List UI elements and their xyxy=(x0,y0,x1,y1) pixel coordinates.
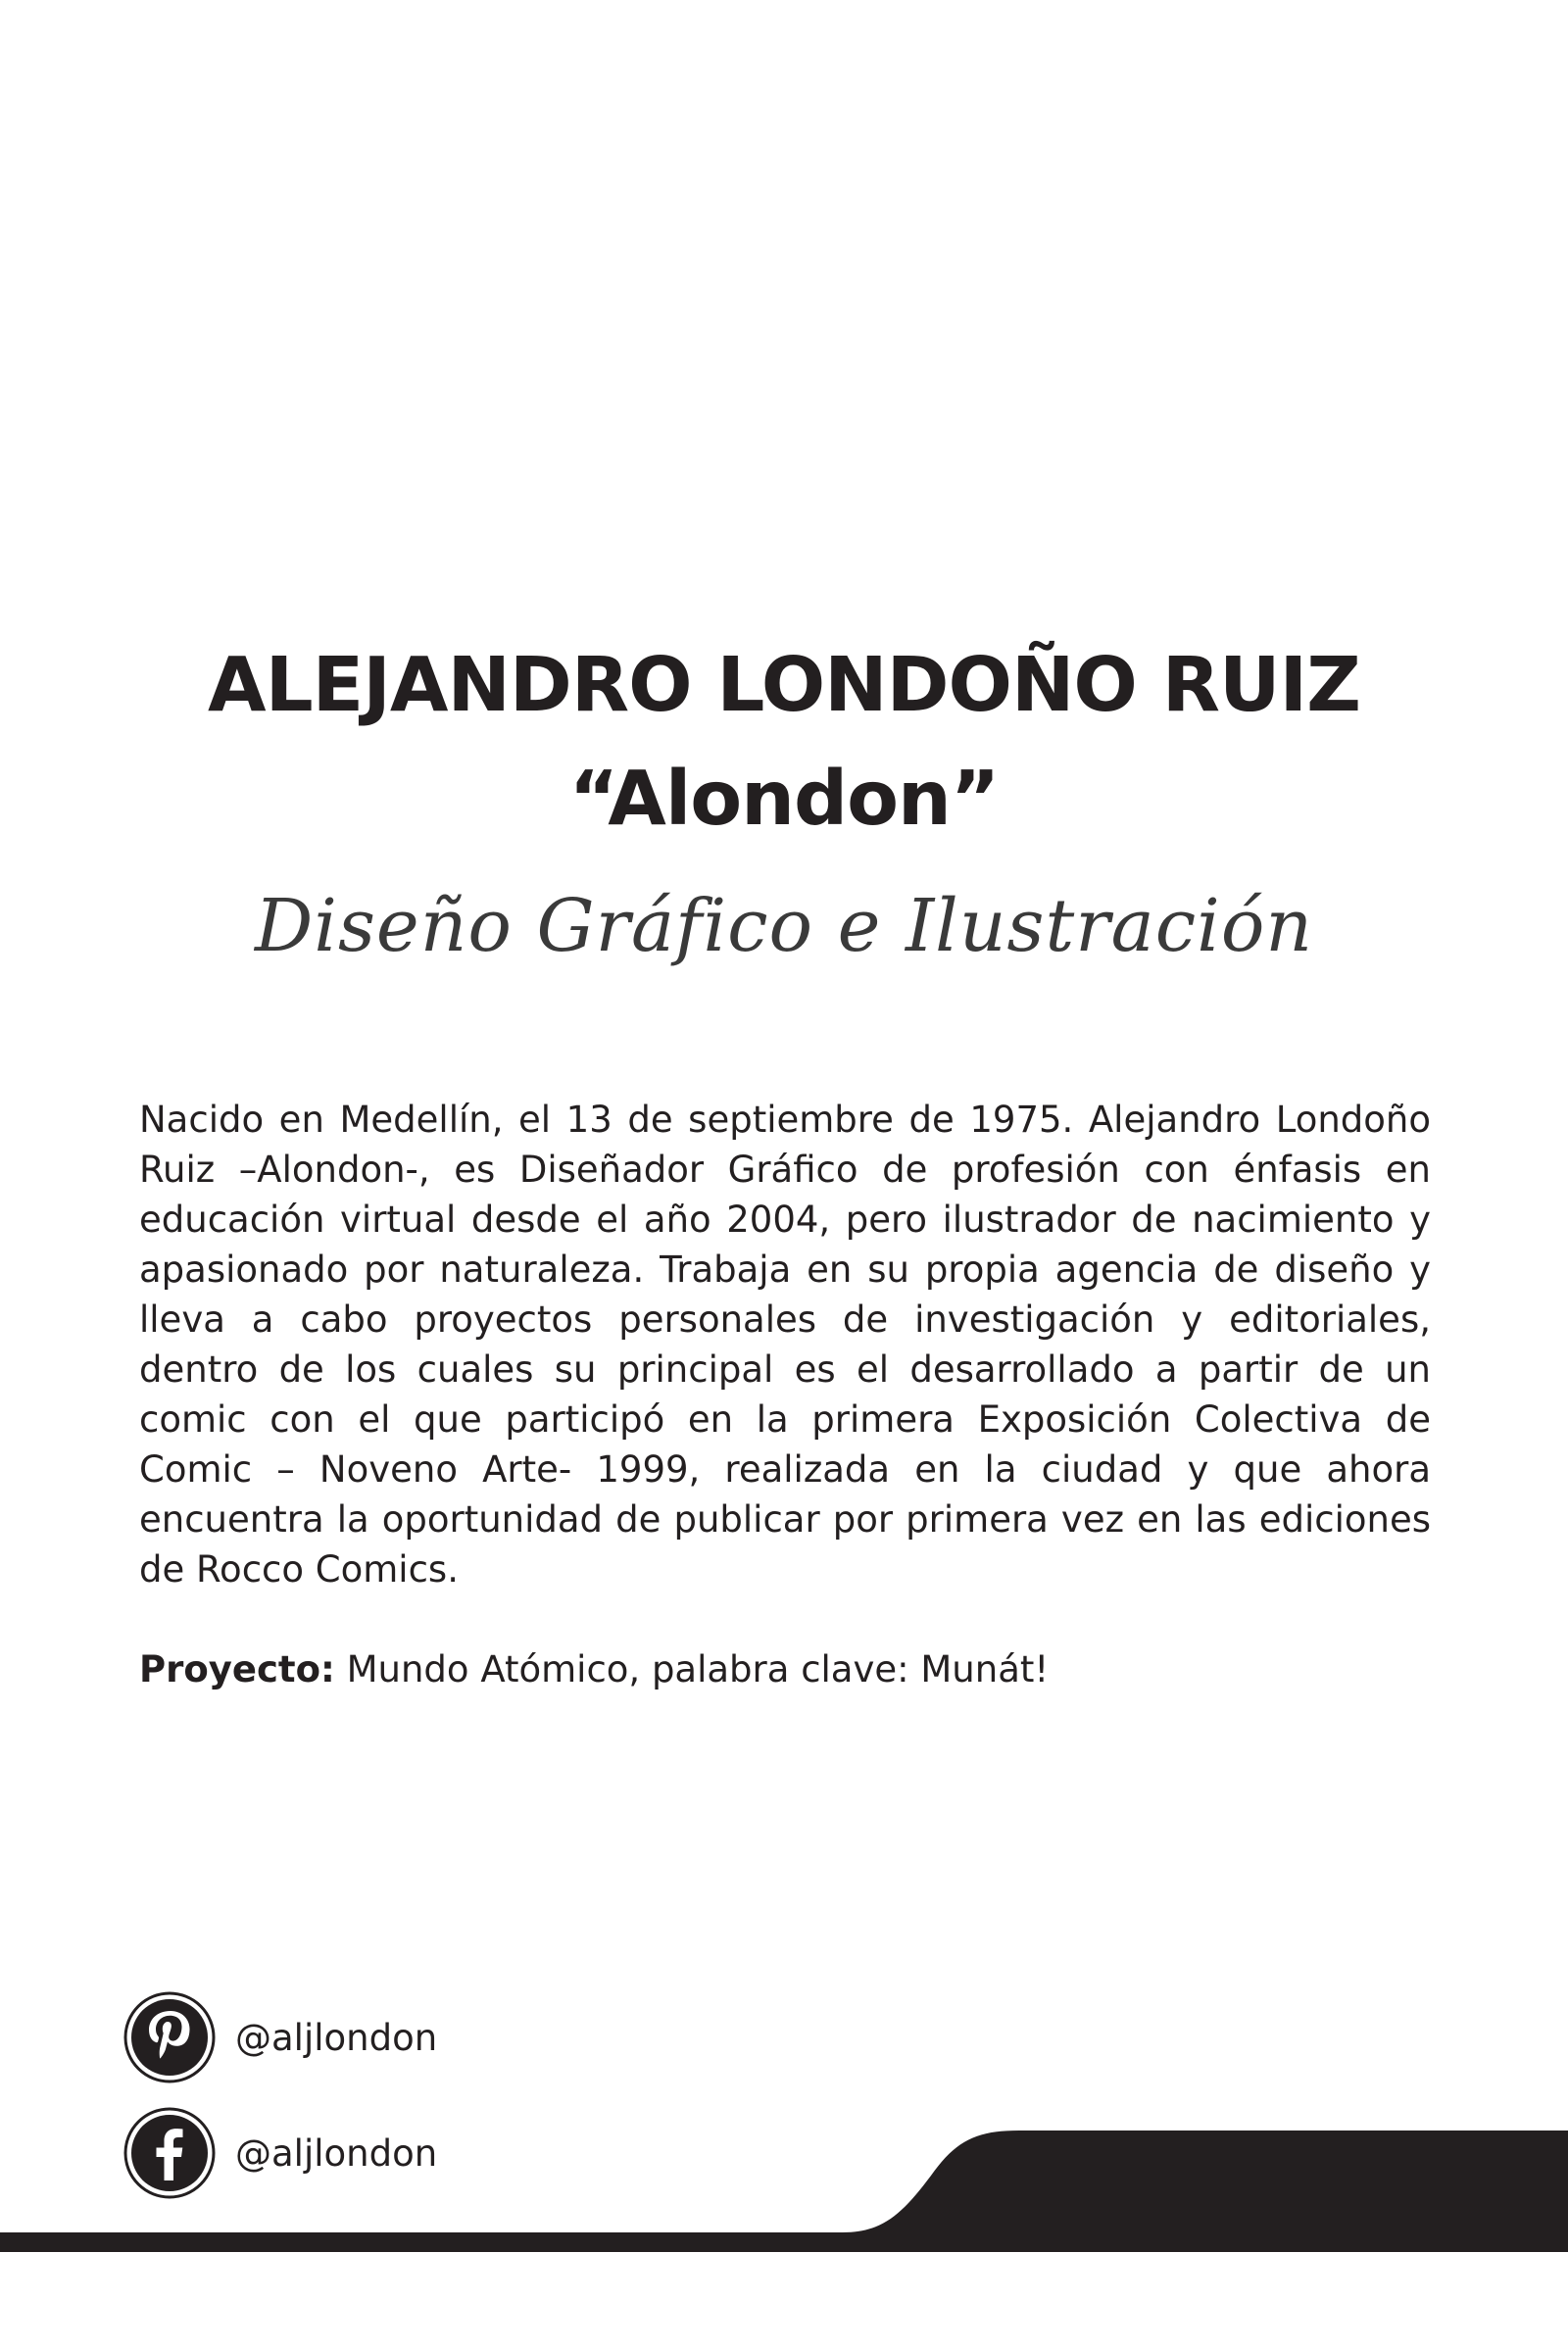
author-discipline: Diseño Gráfico e Ilustración xyxy=(254,884,1314,968)
author-nickname: “Alondon” xyxy=(568,756,1000,843)
pinterest-contact[interactable] xyxy=(123,1991,437,2083)
facebook-handle[interactable]: @aljlondon xyxy=(235,2131,438,2175)
pinterest-icon[interactable] xyxy=(123,1991,216,2083)
footer-decorative-band xyxy=(0,2117,1568,2274)
biography-paragraph: Nacido en Medellín, el 13 de septiembre de 1975. Alejandro Londoño Ruiz –Alondon-, es Diseñador Gráfico de profesión con énfasis en educación virtual desde el año 2004, pero ilustrador de nacimiento y apasionado por naturaleza. Trabaja en su propia agencia de diseño y lleva a cabo proyectos personales de investigación y editoriales, dentro de los cuales su principal es el desarrollado a partir de un comic con el que participó en la primera Exposición Colectiva de Comic – Noveno Arte- 1999, realizada en la ciudad y que ahora encuentra la oportunidad de publicar por primera vez en las ediciones de Rocco Comics. xyxy=(139,1099,1431,1591)
project-label: Proyecto: xyxy=(139,1648,335,1690)
project-text: Mundo Atómico, palabra clave: Munát! xyxy=(334,1648,1050,1690)
project-line xyxy=(139,1644,1431,1694)
author-name: ALEJANDRO LONDOÑO RUIZ xyxy=(207,642,1360,729)
pinterest-handle[interactable]: @aljlondon xyxy=(235,2016,438,2059)
